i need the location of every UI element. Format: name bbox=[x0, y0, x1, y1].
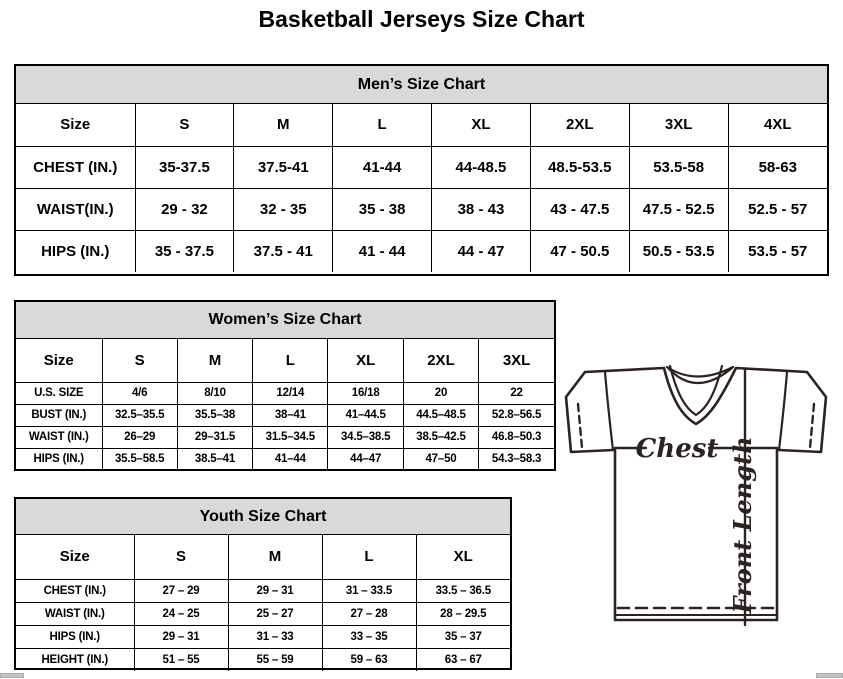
mens-chart-title: Men’s Size Chart bbox=[16, 66, 827, 104]
table-cell: 29 – 31 bbox=[228, 579, 322, 602]
row-label: HIPS (IN.) bbox=[16, 230, 135, 272]
table-cell: 35 – 37 bbox=[416, 625, 510, 648]
table-cell: 52.8–56.5 bbox=[479, 404, 554, 426]
table-row bbox=[16, 448, 554, 470]
table-cell: 33 – 35 bbox=[322, 625, 416, 648]
scrollbar-fragment-right[interactable] bbox=[816, 673, 843, 678]
table-cell: 43 - 47.5 bbox=[530, 188, 629, 230]
column-header: L bbox=[253, 339, 328, 382]
table-cell: 31 – 33.5 bbox=[322, 579, 416, 602]
column-header: 3XL bbox=[629, 104, 728, 146]
page-title: Basketball Jerseys Size Chart bbox=[258, 6, 585, 32]
table-row bbox=[16, 426, 554, 448]
row-label: HIPS (IN.) bbox=[16, 625, 134, 648]
table-cell: 25 – 27 bbox=[228, 602, 322, 625]
row-label: CHEST (IN.) bbox=[16, 146, 135, 188]
table-row bbox=[16, 188, 827, 230]
table-cell: 41-44 bbox=[333, 146, 432, 188]
column-header: 2XL bbox=[403, 339, 478, 382]
table-cell: 37.5-41 bbox=[234, 146, 333, 188]
column-header: 2XL bbox=[530, 104, 629, 146]
row-label: WAIST (IN.) bbox=[16, 426, 102, 448]
column-header: XL bbox=[416, 535, 510, 579]
column-header: S bbox=[134, 535, 228, 579]
table-cell: 35 - 37.5 bbox=[135, 230, 234, 272]
mens-size-chart bbox=[14, 64, 829, 276]
armhole-seam-right bbox=[779, 372, 787, 450]
table-row bbox=[16, 230, 827, 272]
table-cell: 44 - 47 bbox=[432, 230, 531, 272]
table-cell: 41–44.5 bbox=[328, 404, 403, 426]
column-header: XL bbox=[432, 104, 531, 146]
table-cell: 8/10 bbox=[177, 382, 252, 404]
womens-chart-table bbox=[16, 339, 554, 470]
column-header: Size bbox=[16, 104, 135, 146]
row-label: WAIST (IN.) bbox=[16, 602, 134, 625]
table-cell: 52.5 - 57 bbox=[728, 188, 827, 230]
youth-chart-table bbox=[16, 535, 510, 671]
table-cell: 48.5-53.5 bbox=[530, 146, 629, 188]
jersey-measurement-diagram bbox=[556, 358, 843, 675]
table-cell: 50.5 - 53.5 bbox=[629, 230, 728, 272]
armhole-seam-left bbox=[605, 372, 613, 450]
table-cell: 4/6 bbox=[102, 382, 177, 404]
table-cell: 38–41 bbox=[253, 404, 328, 426]
column-header: M bbox=[234, 104, 333, 146]
table-cell: 22 bbox=[479, 382, 554, 404]
table-cell: 53.5-58 bbox=[629, 146, 728, 188]
scrollbar-fragment-left[interactable] bbox=[0, 673, 24, 678]
column-header: M bbox=[177, 339, 252, 382]
table-cell: 51 – 55 bbox=[134, 648, 228, 671]
row-label: HEIGHT (IN.) bbox=[16, 648, 134, 671]
table-cell: 54.3–58.3 bbox=[479, 448, 554, 470]
table-cell: 55 – 59 bbox=[228, 648, 322, 671]
sleeve-dash-left bbox=[578, 404, 582, 448]
column-header: S bbox=[135, 104, 234, 146]
table-cell: 31 – 33 bbox=[228, 625, 322, 648]
table-row bbox=[16, 404, 554, 426]
table-cell: 29 – 31 bbox=[134, 625, 228, 648]
table-cell: 33.5 – 36.5 bbox=[416, 579, 510, 602]
table-cell: 27 – 28 bbox=[322, 602, 416, 625]
table-cell: 34.5–38.5 bbox=[328, 426, 403, 448]
column-header: S bbox=[102, 339, 177, 382]
column-header: Size bbox=[16, 535, 134, 579]
table-row bbox=[16, 382, 554, 404]
table-cell: 35.5–58.5 bbox=[102, 448, 177, 470]
table-cell: 47–50 bbox=[403, 448, 478, 470]
table-cell: 29–31.5 bbox=[177, 426, 252, 448]
sleeve-dash-right bbox=[810, 404, 814, 448]
jersey-outline bbox=[566, 368, 826, 620]
table-cell: 47.5 - 52.5 bbox=[629, 188, 728, 230]
table-cell: 58-63 bbox=[728, 146, 827, 188]
column-header: XL bbox=[328, 339, 403, 382]
table-row bbox=[16, 579, 510, 602]
table-cell: 44.5–48.5 bbox=[403, 404, 478, 426]
table-cell: 26–29 bbox=[102, 426, 177, 448]
front-length-label: Front Length bbox=[728, 436, 757, 614]
youth-size-chart bbox=[14, 497, 512, 670]
table-row bbox=[16, 602, 510, 625]
youth-chart-title: Youth Size Chart bbox=[16, 499, 510, 535]
table-cell: 38.5–41 bbox=[177, 448, 252, 470]
column-header: 3XL bbox=[479, 339, 554, 382]
table-cell: 27 – 29 bbox=[134, 579, 228, 602]
table-cell: 24 – 25 bbox=[134, 602, 228, 625]
table-cell: 29 - 32 bbox=[135, 188, 234, 230]
column-header: M bbox=[228, 535, 322, 579]
column-header: Size bbox=[16, 339, 102, 382]
column-header: L bbox=[333, 104, 432, 146]
table-cell: 46.8–50.3 bbox=[479, 426, 554, 448]
table-cell: 53.5 - 57 bbox=[728, 230, 827, 272]
row-label: BUST (IN.) bbox=[16, 404, 102, 426]
chest-label: Chest bbox=[635, 434, 719, 464]
table-cell: 12/14 bbox=[253, 382, 328, 404]
table-header-row bbox=[16, 104, 827, 146]
column-header: L bbox=[322, 535, 416, 579]
table-cell: 31.5–34.5 bbox=[253, 426, 328, 448]
table-cell: 35-37.5 bbox=[135, 146, 234, 188]
table-cell: 47 - 50.5 bbox=[530, 230, 629, 272]
womens-size-chart bbox=[14, 300, 556, 471]
row-label: CHEST (IN.) bbox=[16, 579, 134, 602]
table-cell: 32.5–35.5 bbox=[102, 404, 177, 426]
table-cell: 37.5 - 41 bbox=[234, 230, 333, 272]
table-cell: 59 – 63 bbox=[322, 648, 416, 671]
womens-chart-title: Women’s Size Chart bbox=[16, 302, 554, 339]
table-cell: 28 – 29.5 bbox=[416, 602, 510, 625]
table-cell: 38 - 43 bbox=[432, 188, 531, 230]
row-label: HIPS (IN.) bbox=[16, 448, 102, 470]
table-cell: 35.5–38 bbox=[177, 404, 252, 426]
table-cell: 35 - 38 bbox=[333, 188, 432, 230]
mens-chart-table bbox=[16, 104, 827, 272]
table-cell: 16/18 bbox=[328, 382, 403, 404]
table-header-row bbox=[16, 535, 510, 579]
table-header-row bbox=[16, 339, 554, 382]
table-cell: 38.5–42.5 bbox=[403, 426, 478, 448]
table-row bbox=[16, 146, 827, 188]
table-row bbox=[16, 625, 510, 648]
column-header: 4XL bbox=[728, 104, 827, 146]
table-cell: 32 - 35 bbox=[234, 188, 333, 230]
table-row bbox=[16, 648, 510, 671]
row-label: WAIST(IN.) bbox=[16, 188, 135, 230]
table-cell: 44–47 bbox=[328, 448, 403, 470]
table-cell: 63 – 67 bbox=[416, 648, 510, 671]
row-label: U.S. SIZE bbox=[16, 382, 102, 404]
table-cell: 20 bbox=[403, 382, 478, 404]
table-cell: 44-48.5 bbox=[432, 146, 531, 188]
table-cell: 41–44 bbox=[253, 448, 328, 470]
table-cell: 41 - 44 bbox=[333, 230, 432, 272]
